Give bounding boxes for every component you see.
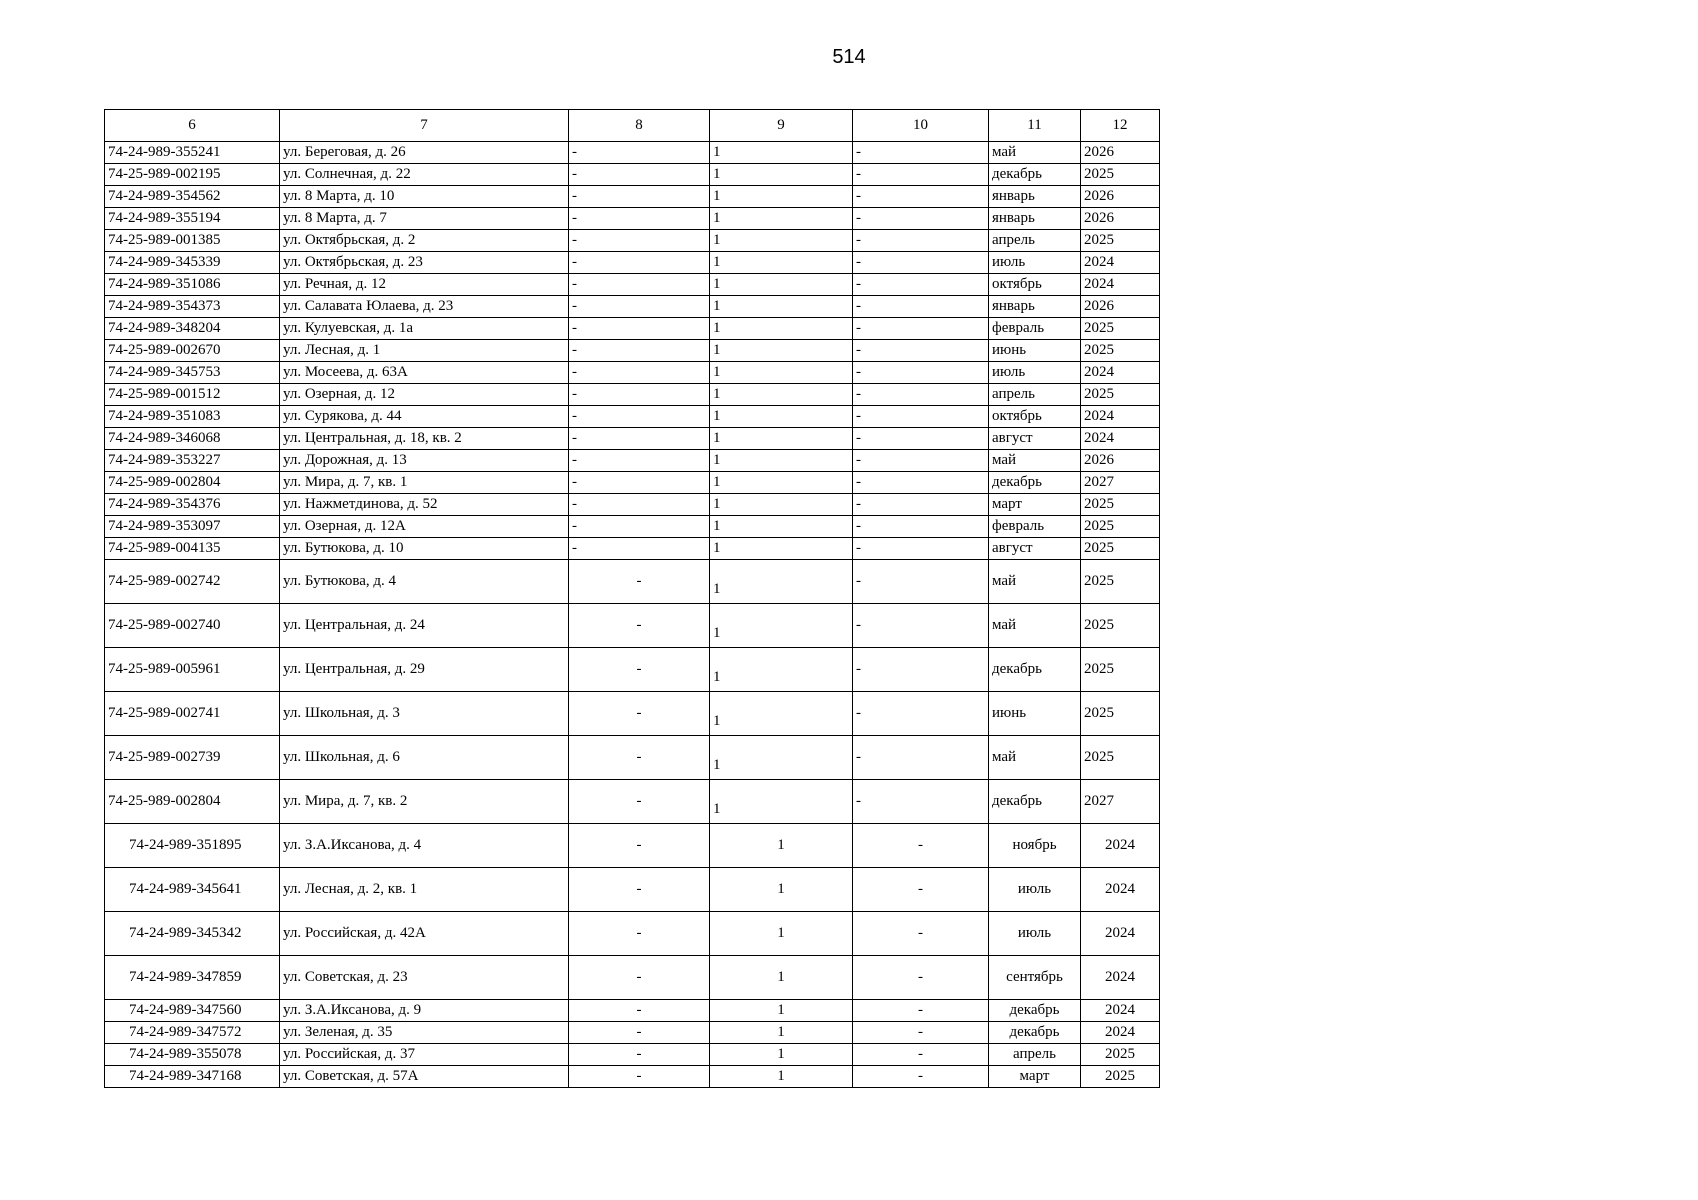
table-cell-col10: - [853, 604, 989, 648]
table-cell-col10: - [853, 428, 989, 450]
table-cell-col9: 1 [710, 318, 853, 340]
table-cell-col7: ул. Школьная, д. 6 [280, 736, 569, 780]
table-cell-col8: - [569, 428, 710, 450]
table-cell-col8: - [569, 1022, 710, 1044]
table-cell-col9: 1 [710, 384, 853, 406]
table-row [105, 428, 1160, 450]
table-cell-col6: 74-24-989-345339 [105, 252, 280, 274]
table-cell-col7: ул. Российская, д. 37 [280, 1044, 569, 1066]
column-header-12: 12 [1081, 110, 1160, 142]
table-cell-col8: - [569, 186, 710, 208]
table-cell-col8: - [569, 208, 710, 230]
table-cell-col9: 1 [710, 538, 853, 560]
table-cell-col6: 74-24-989-347572 [105, 1022, 280, 1044]
table-cell-col8: - [569, 824, 710, 868]
table-cell-col6: 74-24-989-354373 [105, 296, 280, 318]
table-cell-col6: 74-25-989-002741 [105, 692, 280, 736]
table-cell-col9: 1 [710, 186, 853, 208]
table-row [105, 318, 1160, 340]
table-cell-col11: май [989, 736, 1081, 780]
table-cell-col6: 74-25-989-002740 [105, 604, 280, 648]
table-cell-col7: ул. Озерная, д. 12 [280, 384, 569, 406]
table-row [105, 494, 1160, 516]
table-cell-col7: ул. Бутюкова, д. 10 [280, 538, 569, 560]
table-cell-col8: - [569, 912, 710, 956]
table-cell-col6: 74-25-989-001385 [105, 230, 280, 252]
table-cell-col10: - [853, 472, 989, 494]
table-row [105, 230, 1160, 252]
table-cell-col8: - [569, 538, 710, 560]
table-cell-col7: ул. Речная, д. 12 [280, 274, 569, 296]
table-row [105, 1044, 1160, 1066]
table-cell-col10: - [853, 494, 989, 516]
table-cell-col12: 2025 [1081, 560, 1160, 604]
table-cell-col6: 74-24-989-347859 [105, 956, 280, 1000]
table-cell-col10: - [853, 560, 989, 604]
column-header-11: 11 [989, 110, 1081, 142]
table-cell-col7: ул. Мира, д. 7, кв. 1 [280, 472, 569, 494]
table-cell-col9: 1 [710, 516, 853, 538]
table-cell-col7: ул. Центральная, д. 18, кв. 2 [280, 428, 569, 450]
table-cell-col10: - [853, 208, 989, 230]
table-row [105, 406, 1160, 428]
table-cell-col9: 1 [710, 912, 853, 956]
table-cell-col11: май [989, 142, 1081, 164]
table-cell-col11: апрель [989, 230, 1081, 252]
table-cell-col6: 74-24-989-348204 [105, 318, 280, 340]
table-row [105, 208, 1160, 230]
table-cell-col10: - [853, 1000, 989, 1022]
table-cell-col12: 2025 [1081, 494, 1160, 516]
table-cell-col12: 2024 [1081, 824, 1160, 868]
table-cell-col8: - [569, 692, 710, 736]
table-row [105, 1022, 1160, 1044]
table-cell-col8: - [569, 230, 710, 252]
table-cell-col8: - [569, 956, 710, 1000]
table-row [105, 560, 1160, 604]
table-cell-col7: ул. Мира, д. 7, кв. 2 [280, 780, 569, 824]
table-cell-col12: 2025 [1081, 736, 1160, 780]
table-cell-col11: март [989, 494, 1081, 516]
table-cell-col11: август [989, 428, 1081, 450]
table-cell-col12: 2024 [1081, 1000, 1160, 1022]
table-cell-col9: 1 [710, 824, 853, 868]
table-row [105, 1000, 1160, 1022]
table-cell-col8: - [569, 736, 710, 780]
table-cell-col11: декабрь [989, 1022, 1081, 1044]
table-cell-col6: 74-24-989-353227 [105, 450, 280, 472]
table-row [105, 912, 1160, 956]
table-cell-col11: июль [989, 912, 1081, 956]
table-cell-col12: 2027 [1081, 780, 1160, 824]
table-cell-col8: - [569, 1044, 710, 1066]
table-row [105, 648, 1160, 692]
table-cell-col11: январь [989, 296, 1081, 318]
table-cell-col8: - [569, 780, 710, 824]
table-cell-col11: август [989, 538, 1081, 560]
table-cell-col8: - [569, 274, 710, 296]
table-cell-col6: 74-24-989-345342 [105, 912, 280, 956]
table-cell-col6: 74-24-989-347560 [105, 1000, 280, 1022]
table-cell-col10: - [853, 780, 989, 824]
table-cell-col9: 1 [710, 780, 853, 824]
table-cell-col11: март [989, 1066, 1081, 1088]
table-cell-col10: - [853, 692, 989, 736]
table-cell-col6: 74-25-989-002739 [105, 736, 280, 780]
table-cell-col12: 2025 [1081, 318, 1160, 340]
table-row [105, 604, 1160, 648]
table-cell-col11: декабрь [989, 472, 1081, 494]
table-cell-col10: - [853, 824, 989, 868]
table-cell-col9: 1 [710, 340, 853, 362]
table-cell-col12: 2025 [1081, 340, 1160, 362]
table-row [105, 516, 1160, 538]
table-cell-col9: 1 [710, 208, 853, 230]
table-cell-col12: 2024 [1081, 912, 1160, 956]
table-cell-col10: - [853, 450, 989, 472]
table-cell-col9: 1 [710, 956, 853, 1000]
column-header-8: 8 [569, 110, 710, 142]
table-cell-col9: 1 [710, 274, 853, 296]
table-cell-col11: январь [989, 186, 1081, 208]
table-cell-col9: 1 [710, 450, 853, 472]
table-cell-col11: октябрь [989, 406, 1081, 428]
table-cell-col12: 2025 [1081, 692, 1160, 736]
table-cell-col6: 74-24-989-345641 [105, 868, 280, 912]
table-cell-col8: - [569, 560, 710, 604]
table-cell-col9: 1 [710, 494, 853, 516]
table-row [105, 186, 1160, 208]
header-row [105, 110, 1160, 142]
table-cell-col10: - [853, 318, 989, 340]
table-cell-col9: 1 [710, 164, 853, 186]
table-cell-col11: ноябрь [989, 824, 1081, 868]
table-row [105, 780, 1160, 824]
table-cell-col9: 1 [710, 692, 853, 736]
column-header-7: 7 [280, 110, 569, 142]
table-cell-col6: 74-24-989-354376 [105, 494, 280, 516]
table-cell-col11: июль [989, 252, 1081, 274]
table-cell-col7: ул. Октябрьская, д. 2 [280, 230, 569, 252]
table-row [105, 824, 1160, 868]
table-cell-col10: - [853, 340, 989, 362]
table-cell-col7: ул. Бутюкова, д. 4 [280, 560, 569, 604]
table-cell-col8: - [569, 318, 710, 340]
table-row [105, 868, 1160, 912]
table-cell-col9: 1 [710, 604, 853, 648]
table-cell-col12: 2026 [1081, 296, 1160, 318]
table-cell-col8: - [569, 1066, 710, 1088]
table-cell-col6: 74-25-989-005961 [105, 648, 280, 692]
table-cell-col10: - [853, 164, 989, 186]
table-cell-col11: декабрь [989, 780, 1081, 824]
table-cell-col7: ул. Нажметдинова, д. 52 [280, 494, 569, 516]
table-cell-col6: 74-24-989-353097 [105, 516, 280, 538]
table-row [105, 252, 1160, 274]
table-cell-col11: февраль [989, 318, 1081, 340]
table-cell-col6: 74-24-989-355078 [105, 1044, 280, 1066]
column-header-10: 10 [853, 110, 989, 142]
table-row [105, 164, 1160, 186]
table-cell-col10: - [853, 362, 989, 384]
table-cell-col7: ул. Мосеева, д. 63А [280, 362, 569, 384]
table-cell-col12: 2024 [1081, 956, 1160, 1000]
table-row [105, 450, 1160, 472]
table-cell-col11: декабрь [989, 1000, 1081, 1022]
table-cell-col11: май [989, 450, 1081, 472]
table-cell-col9: 1 [710, 1044, 853, 1066]
table-cell-col8: - [569, 164, 710, 186]
table-cell-col7: ул. Советская, д. 57А [280, 1066, 569, 1088]
table-cell-col10: - [853, 1066, 989, 1088]
table-cell-col7: ул. Октябрьская, д. 23 [280, 252, 569, 274]
table-cell-col11: октябрь [989, 274, 1081, 296]
table-row [105, 296, 1160, 318]
table-cell-col7: ул. Лесная, д. 1 [280, 340, 569, 362]
table-cell-col7: ул. Дорожная, д. 13 [280, 450, 569, 472]
table-cell-col6: 74-24-989-347168 [105, 1066, 280, 1088]
table-cell-col12: 2024 [1081, 868, 1160, 912]
table-cell-col9: 1 [710, 296, 853, 318]
table-cell-col12: 2025 [1081, 164, 1160, 186]
table-cell-col9: 1 [710, 868, 853, 912]
table-row [105, 340, 1160, 362]
table-cell-col11: июнь [989, 340, 1081, 362]
table-cell-col9: 1 [710, 230, 853, 252]
table-cell-col7: ул. Школьная, д. 3 [280, 692, 569, 736]
table-cell-col12: 2025 [1081, 1066, 1160, 1088]
table-cell-col8: - [569, 516, 710, 538]
table-cell-col11: сентябрь [989, 956, 1081, 1000]
table-cell-col8: - [569, 142, 710, 164]
table-row [105, 362, 1160, 384]
column-header-9: 9 [710, 110, 853, 142]
table-cell-col9: 1 [710, 362, 853, 384]
table-cell-col12: 2024 [1081, 252, 1160, 274]
table-cell-col7: ул. Центральная, д. 29 [280, 648, 569, 692]
table-cell-col10: - [853, 186, 989, 208]
table-cell-col12: 2025 [1081, 538, 1160, 560]
table-cell-col11: апрель [989, 1044, 1081, 1066]
table-cell-col7: ул. Центральная, д. 24 [280, 604, 569, 648]
table-cell-col6: 74-24-989-351086 [105, 274, 280, 296]
table-cell-col6: 74-24-989-346068 [105, 428, 280, 450]
table-cell-col10: - [853, 516, 989, 538]
table-cell-col11: декабрь [989, 164, 1081, 186]
table-cell-col7: ул. Советская, д. 23 [280, 956, 569, 1000]
table-cell-col8: - [569, 648, 710, 692]
table-cell-col9: 1 [710, 252, 853, 274]
table-cell-col10: - [853, 252, 989, 274]
table-row [105, 736, 1160, 780]
table-cell-col9: 1 [710, 406, 853, 428]
table-cell-col11: май [989, 604, 1081, 648]
table-cell-col6: 74-24-989-355241 [105, 142, 280, 164]
table-cell-col7: ул. 8 Марта, д. 10 [280, 186, 569, 208]
table-cell-col8: - [569, 868, 710, 912]
table-cell-col11: февраль [989, 516, 1081, 538]
table-cell-col11: декабрь [989, 648, 1081, 692]
table-cell-col6: 74-25-989-004135 [105, 538, 280, 560]
table-cell-col9: 1 [710, 736, 853, 780]
table-cell-col11: апрель [989, 384, 1081, 406]
table-cell-col12: 2025 [1081, 604, 1160, 648]
table-cell-col10: - [853, 406, 989, 428]
table-cell-col6: 74-24-989-351083 [105, 406, 280, 428]
table-cell-col7: ул. Солнечная, д. 22 [280, 164, 569, 186]
table-cell-col9: 1 [710, 1022, 853, 1044]
table-row [105, 538, 1160, 560]
table-cell-col11: июнь [989, 692, 1081, 736]
table-cell-col8: - [569, 384, 710, 406]
table-cell-col6: 74-25-989-002742 [105, 560, 280, 604]
table-cell-col9: 1 [710, 648, 853, 692]
table-row [105, 274, 1160, 296]
table-cell-col7: ул. Лесная, д. 2, кв. 1 [280, 868, 569, 912]
table-cell-col6: 74-24-989-354562 [105, 186, 280, 208]
table-cell-col10: - [853, 868, 989, 912]
table-cell-col12: 2024 [1081, 406, 1160, 428]
table-row [105, 692, 1160, 736]
table-cell-col12: 2025 [1081, 1044, 1160, 1066]
table-row [105, 142, 1160, 164]
table-cell-col9: 1 [710, 142, 853, 164]
table-cell-col11: январь [989, 208, 1081, 230]
table-cell-col11: май [989, 560, 1081, 604]
table-cell-col8: - [569, 252, 710, 274]
table-cell-col10: - [853, 912, 989, 956]
table-cell-col8: - [569, 604, 710, 648]
table-row [105, 384, 1160, 406]
table-cell-col6: 74-25-989-002804 [105, 472, 280, 494]
table-cell-col6: 74-24-989-345753 [105, 362, 280, 384]
table-cell-col6: 74-25-989-002804 [105, 780, 280, 824]
table-cell-col8: - [569, 340, 710, 362]
table-cell-col11: июль [989, 868, 1081, 912]
table-cell-col12: 2024 [1081, 362, 1160, 384]
table-cell-col12: 2025 [1081, 384, 1160, 406]
table-cell-col10: - [853, 230, 989, 252]
table-row [105, 1066, 1160, 1088]
table-cell-col8: - [569, 472, 710, 494]
table-cell-col7: ул. Озерная, д. 12А [280, 516, 569, 538]
table-cell-col7: ул. Кулуевская, д. 1а [280, 318, 569, 340]
table-cell-col12: 2024 [1081, 428, 1160, 450]
page-number: 514 [832, 46, 866, 68]
table-cell-col12: 2026 [1081, 142, 1160, 164]
table-cell-col7: ул. Сурякова, д. 44 [280, 406, 569, 428]
table-cell-col8: - [569, 1000, 710, 1022]
table-cell-col12: 2025 [1081, 230, 1160, 252]
table-cell-col10: - [853, 1022, 989, 1044]
table-cell-col9: 1 [710, 560, 853, 604]
table-cell-col10: - [853, 736, 989, 780]
table-cell-col10: - [853, 956, 989, 1000]
table-cell-col12: 2026 [1081, 450, 1160, 472]
table-body [105, 142, 1160, 1088]
table-cell-col8: - [569, 494, 710, 516]
table-cell-col8: - [569, 296, 710, 318]
table-cell-col10: - [853, 648, 989, 692]
table-cell-col8: - [569, 450, 710, 472]
table-cell-col10: - [853, 384, 989, 406]
table-row [105, 956, 1160, 1000]
table-cell-col6: 74-24-989-351895 [105, 824, 280, 868]
data-table [104, 109, 1160, 1088]
column-header-6: 6 [105, 110, 280, 142]
table-cell-col12: 2024 [1081, 274, 1160, 296]
table-cell-col6: 74-25-989-002195 [105, 164, 280, 186]
table-cell-col7: ул. Береговая, д. 26 [280, 142, 569, 164]
table-cell-col7: ул. Салавата Юлаева, д. 23 [280, 296, 569, 318]
table-cell-col11: июль [989, 362, 1081, 384]
table-cell-col9: 1 [710, 472, 853, 494]
table-cell-col10: - [853, 142, 989, 164]
table-cell-col9: 1 [710, 1000, 853, 1022]
table-cell-col6: 74-24-989-355194 [105, 208, 280, 230]
table-cell-col12: 2025 [1081, 648, 1160, 692]
table-cell-col9: 1 [710, 428, 853, 450]
table-cell-col12: 2024 [1081, 1022, 1160, 1044]
table-cell-col12: 2027 [1081, 472, 1160, 494]
table-cell-col7: ул. 8 Марта, д. 7 [280, 208, 569, 230]
table-cell-col12: 2025 [1081, 516, 1160, 538]
table-cell-col6: 74-25-989-001512 [105, 384, 280, 406]
table-cell-col7: ул. З.А.Иксанова, д. 9 [280, 1000, 569, 1022]
table-cell-col8: - [569, 406, 710, 428]
table-row [105, 472, 1160, 494]
table-cell-col9: 1 [710, 1066, 853, 1088]
table-cell-col10: - [853, 538, 989, 560]
table-cell-col8: - [569, 362, 710, 384]
table-cell-col7: ул. Российская, д. 42А [280, 912, 569, 956]
table-cell-col10: - [853, 274, 989, 296]
table-cell-col7: ул. З.А.Иксанова, д. 4 [280, 824, 569, 868]
table-cell-col12: 2026 [1081, 208, 1160, 230]
table-cell-col12: 2026 [1081, 186, 1160, 208]
table-cell-col7: ул. Зеленая, д. 35 [280, 1022, 569, 1044]
table-cell-col10: - [853, 1044, 989, 1066]
table-cell-col10: - [853, 296, 989, 318]
table-cell-col6: 74-25-989-002670 [105, 340, 280, 362]
